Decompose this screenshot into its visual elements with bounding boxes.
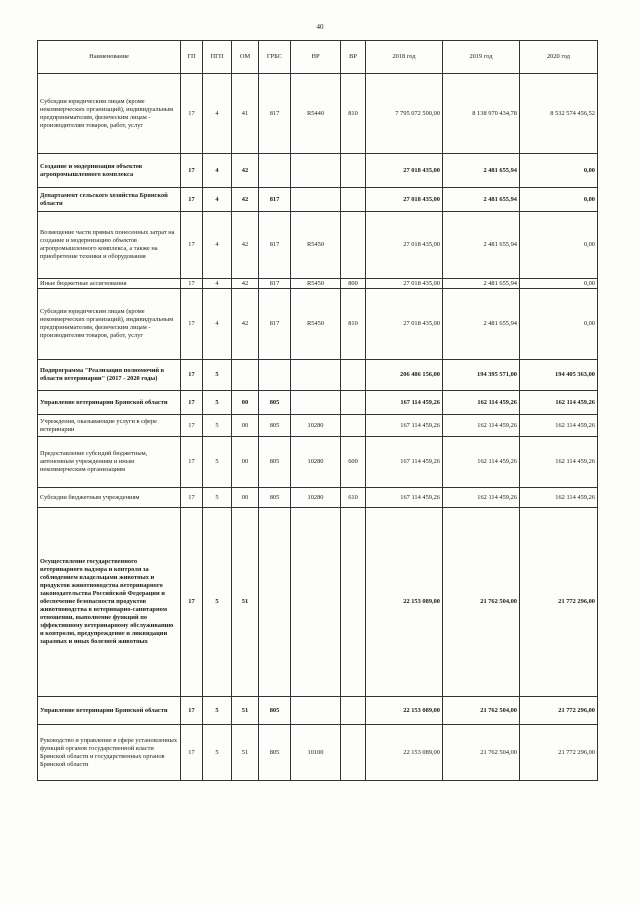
cell-vr: [341, 391, 366, 415]
cell-y2019: 2 481 655,94: [443, 188, 520, 212]
cell-grbs: [259, 154, 291, 188]
cell-vr: 600: [341, 437, 366, 488]
cell-y2020: 194 405 363,00: [520, 360, 598, 391]
cell-gp: 17: [181, 212, 203, 279]
cell-y2020: 21 772 296,00: [520, 697, 598, 725]
table-row: [38, 279, 598, 289]
cell-gp: 17: [181, 188, 203, 212]
cell-grbs: 817: [259, 279, 291, 289]
cell-gp: 17: [181, 74, 203, 154]
cell-pgp: 4: [203, 289, 232, 360]
cell-om: 00: [232, 391, 259, 415]
header-gp: ГП: [181, 41, 203, 74]
cell-pgp: 5: [203, 360, 232, 391]
cell-y2018: 27 018 435,00: [366, 188, 443, 212]
cell-nr: [291, 360, 341, 391]
cell-gp: 17: [181, 415, 203, 437]
cell-grbs: [259, 360, 291, 391]
cell-y2020: 162 114 459,26: [520, 488, 598, 508]
cell-y2018: 167 114 459,26: [366, 488, 443, 508]
cell-vr: 810: [341, 289, 366, 360]
cell-pgp: 5: [203, 725, 232, 781]
cell-grbs: [259, 508, 291, 697]
cell-vr: [341, 154, 366, 188]
cell-name: Подпрограмма "Реализация полномочий в области ветеринарии" (2017 - 2020 годы): [38, 360, 181, 391]
header-pgp: ПГП: [203, 41, 232, 74]
page-number: 40: [316, 23, 324, 31]
cell-grbs: 805: [259, 697, 291, 725]
cell-vr: [341, 188, 366, 212]
cell-nr: [291, 188, 341, 212]
cell-grbs: 805: [259, 488, 291, 508]
cell-y2019: 2 481 655,94: [443, 154, 520, 188]
cell-name: Руководство и управление в сфере установленных функций органов государственной власти Брянской области и государственных органов Брянской области: [38, 725, 181, 781]
cell-y2020: 21 772 296,00: [520, 508, 598, 697]
cell-gp: 17: [181, 391, 203, 415]
cell-y2019: 2 481 655,94: [443, 212, 520, 279]
header-name: Наименование: [38, 41, 181, 74]
cell-name: Управление ветеринарии Брянской области: [38, 697, 181, 725]
cell-y2019: 8 138 970 434,78: [443, 74, 520, 154]
cell-pgp: 4: [203, 279, 232, 289]
cell-y2019: 2 481 655,94: [443, 289, 520, 360]
cell-pgp: 4: [203, 74, 232, 154]
cell-y2020: 162 114 459,26: [520, 437, 598, 488]
cell-name: Осуществление государственного ветеринарного надзора и контроля за соблюдением владельцами животных и продуктов животноводства ветеринарного законодательства Российской Федерации и обеспечение безопасности продуктов животноводства в ветеринарно-санитарном отношении, выполнение функций по эффективному ветеринарному обслуживанию и контролю, предупреждение и ликвидации заразных и иных болезней животных: [38, 508, 181, 697]
cell-nr: 10280: [291, 415, 341, 437]
cell-y2020: 0,00: [520, 154, 598, 188]
cell-pgp: 5: [203, 437, 232, 488]
cell-name: Субсидии бюджетным учреждениям: [38, 488, 181, 508]
cell-y2018: 167 114 459,26: [366, 391, 443, 415]
cell-name: Создание и модернизация объектов агропромышленного комплекса: [38, 154, 181, 188]
cell-om: 51: [232, 508, 259, 697]
cell-name: Учреждения, оказывающие услуги в сфере ветеринарии: [38, 415, 181, 437]
cell-om: 42: [232, 279, 259, 289]
table-row: [38, 697, 598, 725]
header-2018: 2018 год: [366, 41, 443, 74]
table-row: [38, 488, 598, 508]
cell-vr: [341, 415, 366, 437]
cell-name: Управление ветеринарии Брянской области: [38, 391, 181, 415]
cell-y2018: 27 018 435,00: [366, 279, 443, 289]
cell-nr: R5440: [291, 74, 341, 154]
cell-pgp: 4: [203, 212, 232, 279]
cell-om: 00: [232, 488, 259, 508]
cell-grbs: 805: [259, 415, 291, 437]
cell-gp: 17: [181, 154, 203, 188]
cell-om: 42: [232, 212, 259, 279]
table-row: [38, 415, 598, 437]
cell-nr: 10280: [291, 488, 341, 508]
cell-y2019: 21 762 504,00: [443, 697, 520, 725]
header-vr: ВР: [341, 41, 366, 74]
cell-y2018: 22 153 089,00: [366, 508, 443, 697]
cell-y2020: 162 114 459,26: [520, 391, 598, 415]
header-2020: 2020 год: [520, 41, 598, 74]
header-row: [38, 41, 598, 74]
cell-om: 51: [232, 725, 259, 781]
cell-gp: 17: [181, 360, 203, 391]
cell-grbs: 817: [259, 212, 291, 279]
cell-y2018: 206 486 156,00: [366, 360, 443, 391]
cell-y2020: 0,00: [520, 188, 598, 212]
cell-grbs: 817: [259, 289, 291, 360]
table-row: [38, 725, 598, 781]
cell-nr: R5450: [291, 279, 341, 289]
table-row: [38, 508, 598, 697]
cell-vr: [341, 697, 366, 725]
table-row: [38, 212, 598, 279]
cell-grbs: 817: [259, 74, 291, 154]
cell-vr: [341, 360, 366, 391]
cell-y2018: 167 114 459,26: [366, 415, 443, 437]
cell-gp: 17: [181, 437, 203, 488]
header-grbs: ГРБС: [259, 41, 291, 74]
header-2019: 2019 год: [443, 41, 520, 74]
cell-y2019: 162 114 459,26: [443, 415, 520, 437]
cell-vr: 810: [341, 74, 366, 154]
cell-vr: [341, 725, 366, 781]
cell-name: Субсидии юридическим лицам (кроме некоммерческих организаций), индивидуальным предпринимателям, физическим лицам - производителям товаров, работ, услуг: [38, 74, 181, 154]
cell-y2018: 27 018 435,00: [366, 289, 443, 360]
table-row: [38, 360, 598, 391]
cell-nr: [291, 697, 341, 725]
cell-y2019: 162 114 459,26: [443, 437, 520, 488]
cell-om: 41: [232, 74, 259, 154]
cell-gp: 17: [181, 488, 203, 508]
table-row: [38, 74, 598, 154]
cell-grbs: 805: [259, 391, 291, 415]
cell-name: Возмещение части прямых понесенных затрат на создание и модернизацию объектов агропромышленного комплекса, а также на приобретение техники и оборудования: [38, 212, 181, 279]
cell-y2020: 0,00: [520, 279, 598, 289]
cell-y2019: 162 114 459,26: [443, 488, 520, 508]
cell-nr: R5450: [291, 289, 341, 360]
cell-gp: 17: [181, 725, 203, 781]
table-body: [38, 74, 598, 781]
cell-nr: 10100: [291, 725, 341, 781]
cell-name: Предоставление субсидий бюджетным, автономным учреждениям и иным некоммерческим организациям: [38, 437, 181, 488]
cell-y2020: 21 772 296,00: [520, 725, 598, 781]
cell-pgp: 5: [203, 508, 232, 697]
cell-gp: 17: [181, 508, 203, 697]
cell-pgp: 5: [203, 697, 232, 725]
cell-y2018: 22 153 089,00: [366, 697, 443, 725]
table-row: [38, 391, 598, 415]
cell-gp: 17: [181, 697, 203, 725]
cell-vr: [341, 212, 366, 279]
cell-pgp: 4: [203, 154, 232, 188]
cell-name: Субсидии юридическим лицам (кроме некоммерческих организаций), индивидуальным предпринимателям, физическим лицам - производителям товаров, работ, услуг: [38, 289, 181, 360]
cell-pgp: 5: [203, 391, 232, 415]
table-row: [38, 154, 598, 188]
cell-y2019: 2 481 655,94: [443, 279, 520, 289]
cell-gp: 17: [181, 279, 203, 289]
cell-nr: R5450: [291, 212, 341, 279]
budget-table: [37, 40, 598, 781]
cell-om: 42: [232, 289, 259, 360]
cell-nr: [291, 154, 341, 188]
cell-om: 00: [232, 437, 259, 488]
cell-pgp: 5: [203, 488, 232, 508]
cell-y2018: 167 114 459,26: [366, 437, 443, 488]
cell-y2019: 162 114 459,26: [443, 391, 520, 415]
cell-nr: [291, 508, 341, 697]
cell-y2018: 27 018 435,00: [366, 154, 443, 188]
cell-om: 42: [232, 154, 259, 188]
cell-om: [232, 360, 259, 391]
cell-grbs: 817: [259, 188, 291, 212]
cell-pgp: 4: [203, 188, 232, 212]
cell-y2020: 162 114 459,26: [520, 415, 598, 437]
cell-name: Департамент сельского хозяйства Брянской области: [38, 188, 181, 212]
cell-grbs: 805: [259, 725, 291, 781]
cell-om: 00: [232, 415, 259, 437]
header-om: ОМ: [232, 41, 259, 74]
header-nr: НР: [291, 41, 341, 74]
cell-y2018: 7 795 072 500,00: [366, 74, 443, 154]
cell-y2018: 22 153 089,00: [366, 725, 443, 781]
cell-y2018: 27 018 435,00: [366, 212, 443, 279]
table-row: [38, 289, 598, 360]
table-row: [38, 188, 598, 212]
cell-y2020: 0,00: [520, 212, 598, 279]
cell-pgp: 5: [203, 415, 232, 437]
cell-vr: 610: [341, 488, 366, 508]
cell-y2020: 8 532 574 456,52: [520, 74, 598, 154]
cell-om: 42: [232, 188, 259, 212]
cell-gp: 17: [181, 289, 203, 360]
cell-nr: [291, 391, 341, 415]
cell-vr: [341, 508, 366, 697]
cell-y2019: 194 395 571,00: [443, 360, 520, 391]
cell-y2019: 21 762 504,00: [443, 725, 520, 781]
cell-grbs: 805: [259, 437, 291, 488]
cell-y2020: 0,00: [520, 289, 598, 360]
cell-y2019: 21 762 504,00: [443, 508, 520, 697]
table-row: [38, 437, 598, 488]
cell-nr: 10280: [291, 437, 341, 488]
cell-name: Иные бюджетные ассигнования: [38, 279, 181, 289]
cell-om: 51: [232, 697, 259, 725]
cell-vr: 800: [341, 279, 366, 289]
